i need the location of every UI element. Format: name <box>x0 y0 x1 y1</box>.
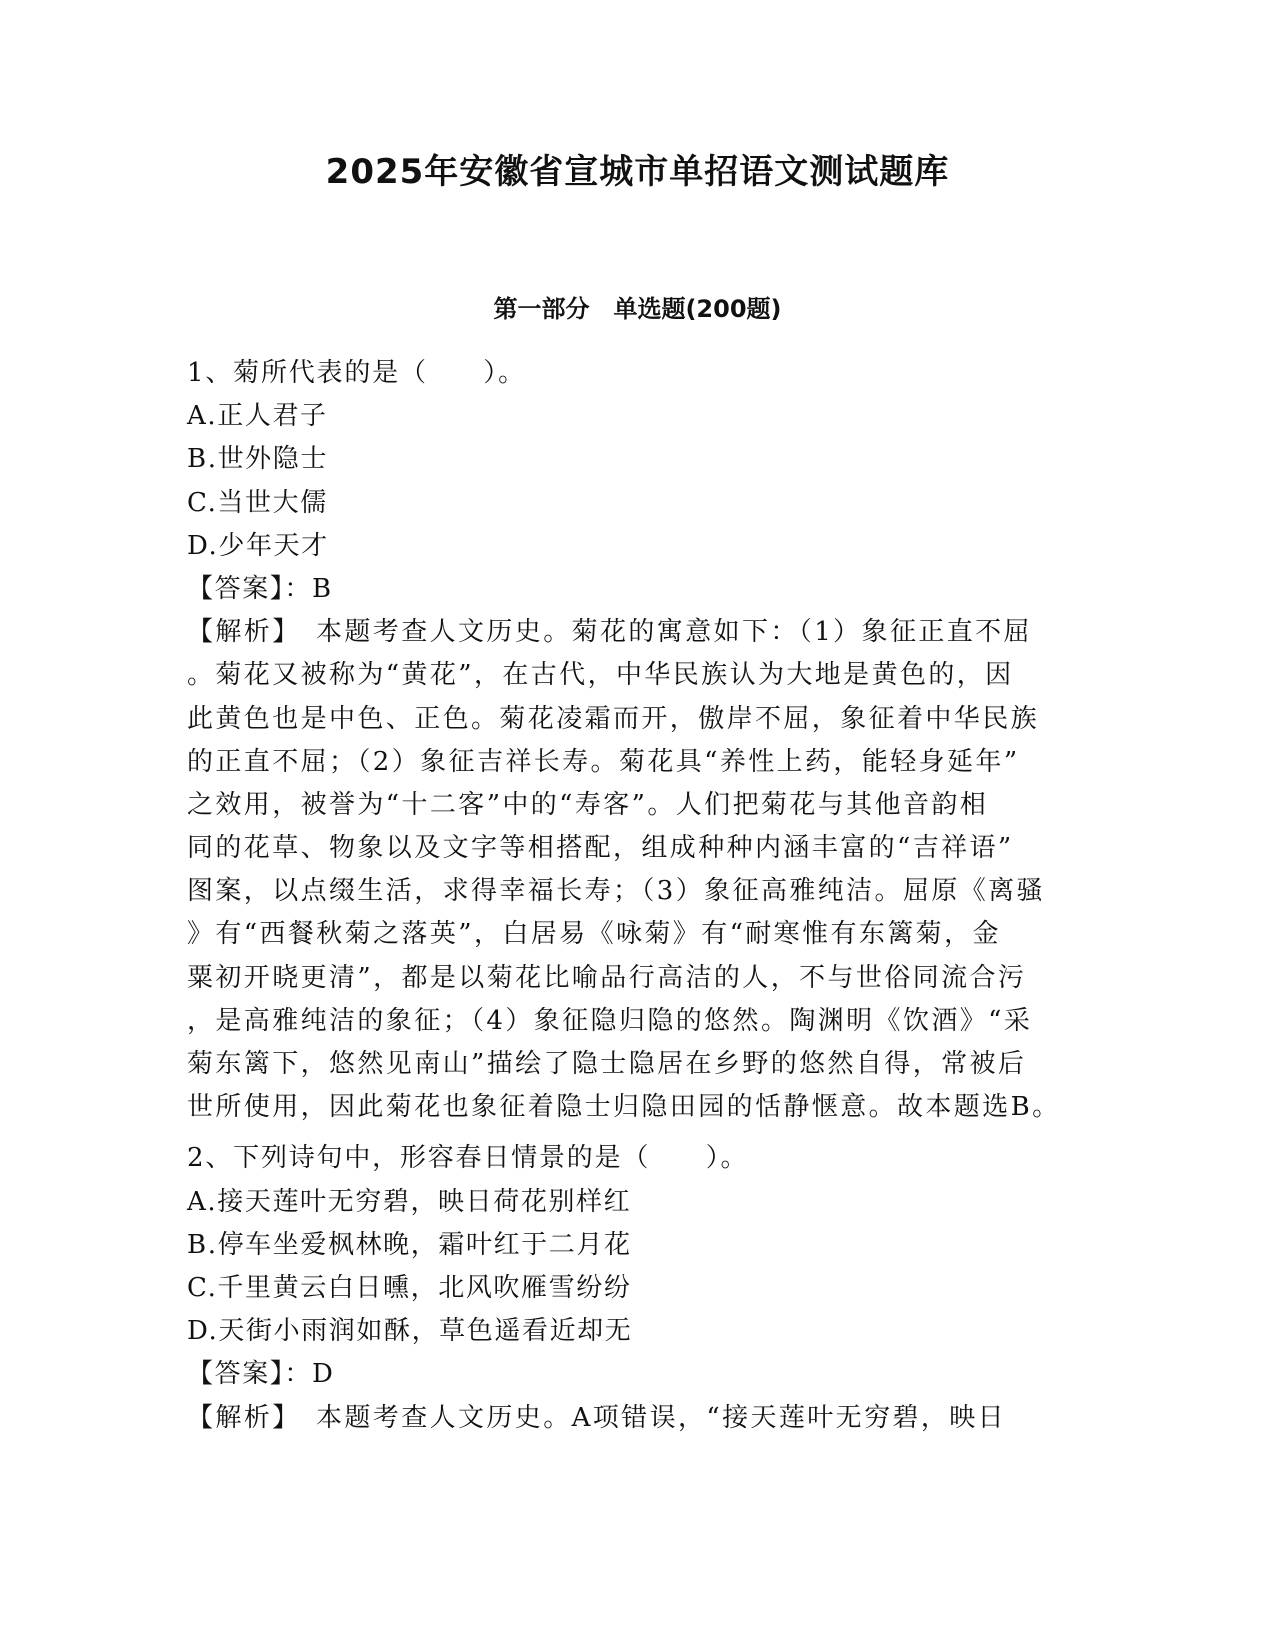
explanation-line: ，是高雅纯洁的象征；（4）象征隐归隐的悠然。陶渊明《饮酒》“采 <box>187 1005 1033 1036</box>
question-2 <box>187 1137 1087 1439</box>
section-heading: 第一部分 单选题(200题) <box>493 295 782 323</box>
explanation-line: 此黄色也是中色、正色。菊花凌霜而开，傲岸不屈，象征着中华民族 <box>187 703 1040 734</box>
explanation-line: 之效用，被誉为“十二客”中的“寿客”。人们把菊花与其他音韵相 <box>187 789 989 820</box>
option-a: A.正人君子 <box>187 401 328 432</box>
option-b: B.世外隐士 <box>187 444 328 475</box>
question-1 <box>187 352 1087 1129</box>
explanation-line: 》有“西餐秋菊之落英”，白居易《咏菊》有“耐寒惟有东篱菊，金 <box>187 919 1001 950</box>
option-d: D.少年天才 <box>187 530 329 561</box>
explanation-line: 世所使用，因此菊花也象征着隐士归隐田园的恬静惬意。故本题选B。 <box>187 1092 1061 1123</box>
explanation-line: 【解析】 本题考查人文历史。A项错误，“接天莲叶无穷碧，映日 <box>187 1402 1007 1433</box>
explanation-line: 同的花草、物象以及文字等相搭配，组成种种内涵丰富的“吉祥语” <box>187 833 1014 864</box>
answer-line: 【答案】：D <box>187 1359 335 1390</box>
explanation-line: 。菊花又被称为“黄花”，在古代，中华民族认为大地是黄色的，因 <box>187 660 1014 691</box>
option-b: B.停车坐爱枫林晚，霜叶红于二月花 <box>187 1229 632 1260</box>
document-title: 2025年安徽省宣城市单招语文测试题库 <box>325 152 950 192</box>
explanation-line: 【解析】 本题考查人文历史。菊花的寓意如下：（1）象征正直不屈 <box>187 617 1032 648</box>
option-c: C.千里黄云白日曛，北风吹雁雪纷纷 <box>187 1272 632 1303</box>
explanation-line: 的正直不屈；（2）象征吉祥长寿。菊花具“养性上药，能轻身延年” <box>187 746 1020 777</box>
explanation-line: 图案，以点缀生活，求得幸福长寿；（3）象征高雅纯洁。屈原《离骚 <box>187 876 1045 907</box>
explanation <box>187 611 1087 1129</box>
question-list <box>187 352 1087 1440</box>
question-stem: 2、下列诗句中，形容春日情景的是（ ）。 <box>187 1143 749 1174</box>
question-stem: 1、菊所代表的是（ ）。 <box>187 358 526 388</box>
option-d: D.天街小雨润如酥，草色遥看近却无 <box>187 1316 633 1347</box>
explanation <box>187 1397 1087 1440</box>
explanation-line: 粟初开晓更清”，都是以菊花比喻品行高洁的人，不与世俗同流合污 <box>187 962 1027 993</box>
option-c: C.当世大儒 <box>187 487 328 518</box>
option-a: A.接天莲叶无穷碧，映日荷花别样红 <box>187 1186 632 1217</box>
answer-line: 【答案】：B <box>187 573 333 604</box>
explanation-line: 菊东篱下，悠然见南山”描绘了隐士隐居在乡野的悠然自得，常被后 <box>187 1049 1027 1079</box>
